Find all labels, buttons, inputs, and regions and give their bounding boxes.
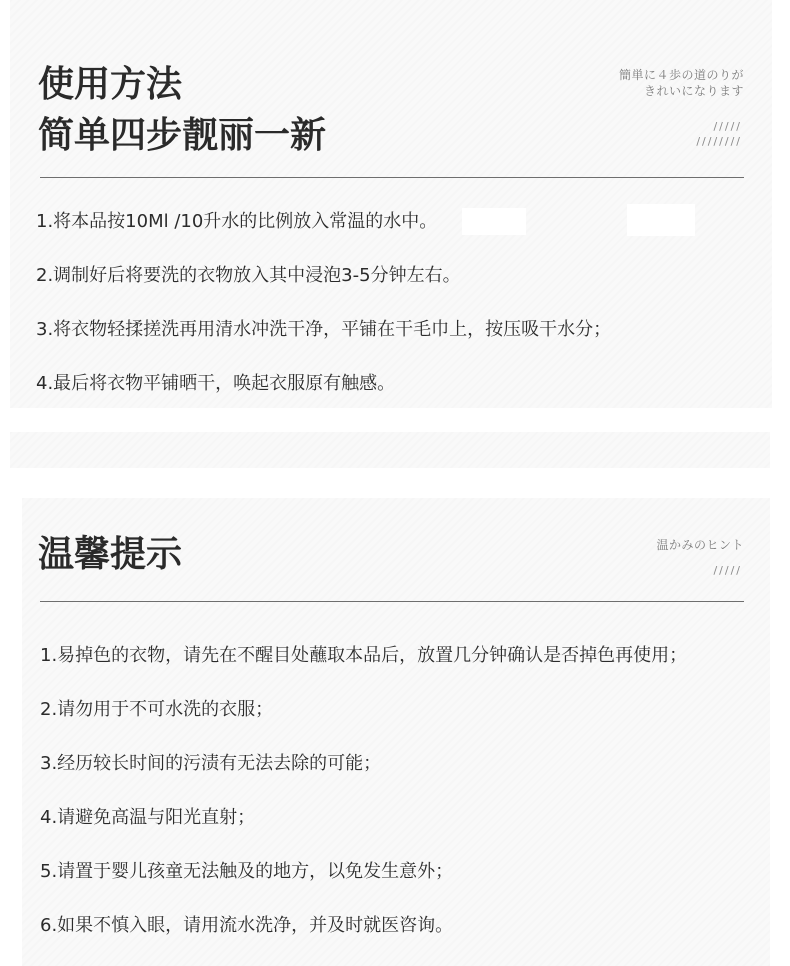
- tips-item-5: 5.请置于婴儿孩童无法触及的地方，以免发生意外；: [40, 861, 454, 882]
- tips-title: 温馨提示: [38, 534, 183, 575]
- tips-divider: [40, 601, 744, 602]
- usage-slash-decoration-1: /////: [713, 120, 742, 133]
- usage-step-3: 3.将衣物轻揉搓洗再用清水冲洗干净，平铺在干毛巾上，按压吸干水分；: [36, 319, 612, 340]
- tips-slash-decoration: /////: [713, 564, 742, 577]
- usage-artifact-block: [462, 208, 526, 235]
- usage-japanese-line2: きれいになります: [643, 84, 744, 98]
- usage-step-2: 2.调制好后将要洗的衣物放入其中浸泡3-5分钟左右。: [36, 265, 461, 286]
- usage-japanese-line1: 簡単に４歩の道のりが: [618, 68, 744, 82]
- usage-step-4: 4.最后将衣物平铺晒干，唤起衣服原有触感。: [36, 373, 396, 394]
- tips-japanese-subtitle: 温かみのヒント: [656, 538, 744, 552]
- tips-item-1: 1.易掉色的衣物，请先在不醒目处蘸取本品后，放置几分钟确认是否掉色再使用；: [40, 645, 688, 666]
- usage-divider: [40, 177, 744, 178]
- usage-title: 使用方法: [38, 64, 183, 105]
- usage-step-1: 1.将本品按10Ml /10升水的比例放入常温的水中。: [36, 211, 438, 232]
- usage-artifact-block: [627, 204, 695, 236]
- usage-slash-decoration-2: ////////: [696, 135, 742, 148]
- tips-item-6: 6.如果不慎入眼，请用流水洗净，并及时就医咨询。: [40, 915, 454, 936]
- tips-item-2: 2.请勿用于不可水洗的衣服；: [40, 699, 274, 720]
- tips-item-4: 4.请避免高温与阳光直射；: [40, 807, 256, 828]
- tips-item-3: 3.经历较长时间的污渍有无法去除的可能；: [40, 753, 382, 774]
- usage-subtitle-heading: 简单四步靓丽一新: [38, 115, 327, 156]
- separator-strip: [10, 432, 770, 468]
